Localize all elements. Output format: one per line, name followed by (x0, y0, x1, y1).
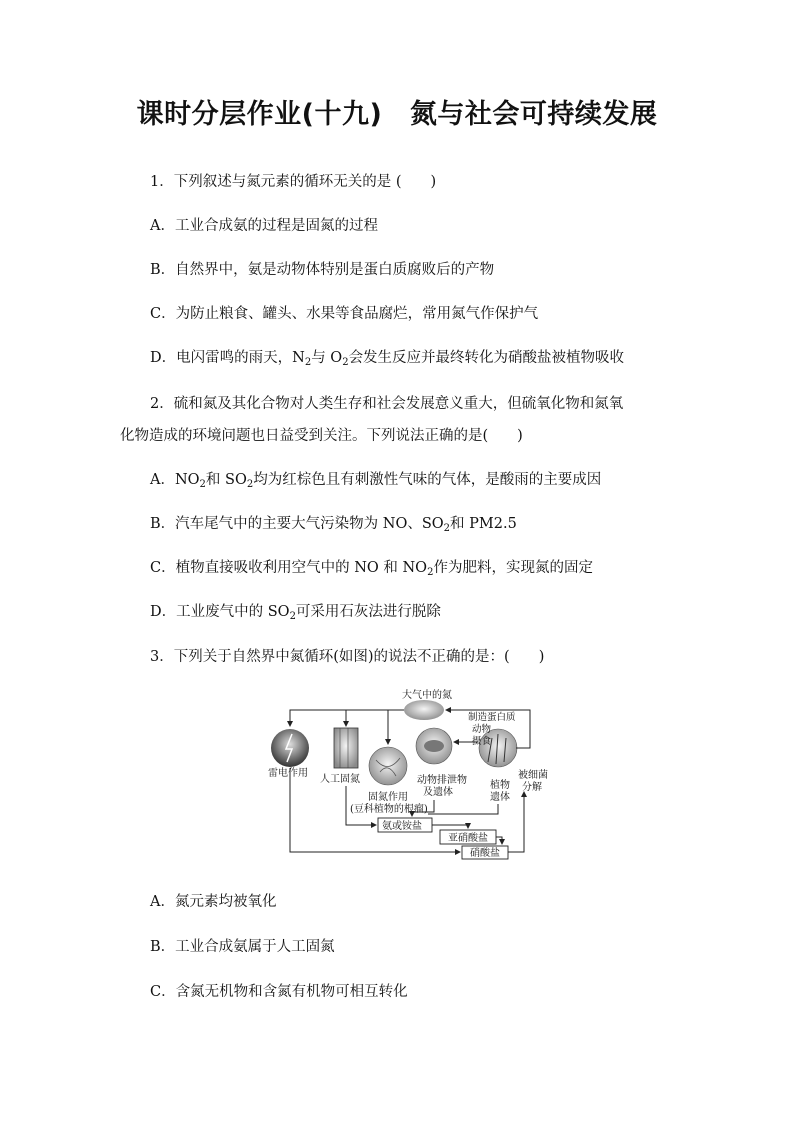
nitrogen-cycle-diagram (262, 682, 548, 860)
label-bacteria-1: 被细菌 (518, 770, 548, 781)
q1-d-text-3: 会发生反应并最终转化为硝酸盐被植物吸收 (348, 350, 625, 366)
question-2-stem-line-2: 化物造成的环境问题也日益受到关注。下列说法正确的是( ) (120, 428, 523, 444)
q1-d-sub-1: 2 (304, 357, 312, 368)
label-industrial: 人工固氮 (320, 774, 360, 785)
label-ammonia: 氨或铵盐 (382, 821, 422, 832)
lightning-image (271, 729, 309, 767)
question-2-stem-line-1: 2．硫和氮及其化合物对人类生存和社会发展意义重大，但硫氧化物和氮氧 (150, 396, 624, 412)
page-title: 课时分层作业(十九) 氮与社会可持续发展 (136, 99, 658, 130)
question-1-option-a: A．工业合成氨的过程是固氮的过程 (150, 218, 378, 234)
arrow-nitrate-to-plant (508, 792, 524, 852)
q2-b-sub: 2 (443, 523, 451, 534)
label-bacteria-2: 分解 (522, 782, 542, 793)
arrow-plant-to-ammonia (428, 804, 498, 814)
q2-d-text-2: 可采用石灰法进行脱除 (295, 604, 441, 620)
q2-c-text-2: 作为肥料，实现氮的固定 (433, 560, 593, 576)
question-2-option-a (150, 468, 601, 489)
question-1-option-d (150, 346, 624, 367)
question-1-stem: 1．下列叙述与氮元素的循环无关的是 ( ) (150, 174, 437, 190)
label-animal-waste-1: 动物排泄物 (417, 775, 467, 786)
arrow-nitrite-to-nitrate (496, 837, 502, 844)
arrow-atmosphere-to-lightning (290, 710, 404, 726)
question-1-option-c: C．为防止粮食、罐头、水果等食品腐烂，常用氮气作保护气 (150, 306, 539, 322)
factory-image (334, 728, 358, 768)
q1-d-text-1: D．电闪雷鸣的雨天，N (150, 350, 305, 366)
label-protein-3: 摄食 (472, 736, 492, 747)
label-plant-remains-1: 植物 (490, 780, 510, 791)
q1-d-text-2: 与 O (311, 350, 343, 366)
q2-a-text-2: 和 SO (205, 472, 247, 488)
label-nitrite: 亚硝酸盐 (448, 833, 488, 844)
question-1-option-b: B．自然界中，氨是动物体特别是蛋白质腐败后的产物 (150, 262, 495, 278)
label-fixation-1: 固氮作用 (368, 792, 408, 803)
label-nitrate: 硝酸盐 (470, 848, 500, 859)
root-nodule-image (369, 747, 407, 785)
q2-b-text-2: 和 PM2.5 (450, 516, 517, 532)
question-3-option-b: B．工业合成氨属于人工固氮 (150, 939, 335, 955)
q2-a-text-1: A．NO (150, 472, 200, 488)
label-animal-waste-2: 及遗体 (423, 787, 453, 798)
question-2-option-d (150, 600, 441, 621)
label-protein-2: 动物 (472, 724, 492, 735)
q2-c-text-1: C．植物直接吸收利用空气中的 NO 和 NO (150, 560, 428, 576)
q2-d-sub: 2 (289, 611, 296, 622)
question-3-option-c: C．含氮无机物和含氮有机物可相互转化 (150, 984, 408, 1000)
q1-d-sub-2: 2 (342, 357, 349, 368)
atmosphere-cloud-image (404, 700, 444, 720)
arrow-ammonia-to-nitrite (432, 825, 468, 828)
question-2-option-b (150, 512, 517, 533)
label-atmosphere: 大气中的氮 (402, 690, 452, 701)
question-2-option-c (150, 556, 593, 577)
question-3-option-a: A．氮元素均被氧化 (150, 894, 277, 910)
label-fixation-2: (豆科植物的根瘤) (350, 804, 428, 815)
question-3-stem: 3．下列关于自然界中氮循环(如图)的说法不正确的是：( ) (150, 649, 545, 665)
q2-c-sub: 2 (427, 567, 434, 578)
q2-d-text-1: D．工业废气中的 SO (150, 604, 290, 620)
q2-b-text-1: B．汽车尾气中的主要大气污染物为 NO、SO (150, 516, 444, 532)
q2-a-sub-1: 2 (199, 479, 206, 490)
label-protein-1: 制造蛋白质 (468, 712, 516, 723)
q2-a-text-3: 均为红棕色且有刺激性气味的气体，是酸雨的主要成因 (253, 472, 602, 488)
q2-a-sub-2: 2 (246, 479, 254, 490)
label-plant-remains-2: 遗体 (490, 792, 510, 803)
label-lightning: 雷电作用 (268, 768, 308, 779)
